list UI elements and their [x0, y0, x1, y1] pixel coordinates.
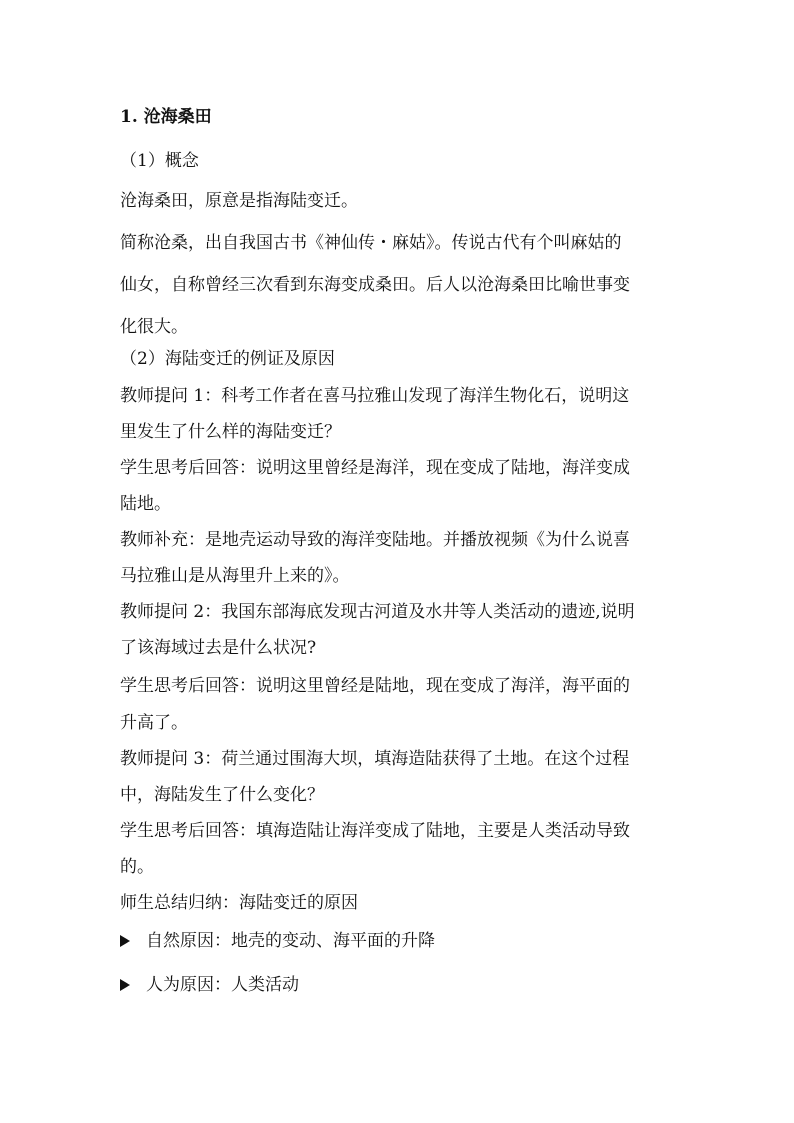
definition-line: 沧海桑田，原意是指海陆变迁。 [120, 191, 358, 211]
qa-line: 陆地。 [120, 494, 171, 514]
qa-line: 教师提问 2：我国东部海底发现古河道及水井等人类活动的遗迹,说明 [120, 602, 635, 622]
qa-line: 教师提问 1：科考工作者在喜马拉雅山发现了海洋生物化石，说明这 [120, 386, 630, 406]
qa-line: 的。 [120, 857, 154, 877]
qa-line: 学生思考后回答：说明这里曾经是陆地，现在变成了海洋，海平面的 [120, 676, 630, 696]
bullet-item-human [120, 974, 690, 996]
qa-line: 学生思考后回答：填海造陆让海洋变成了陆地，主要是人类活动导致 [120, 821, 630, 841]
qa-line: 升高了。 [120, 713, 188, 733]
story-line: 仙女，自称曾经三次看到东海变成桑田。后人以沧海桑田比喻世事变 [120, 275, 630, 295]
story-line: 简称沧桑，出自我国古书《神仙传・麻姑》。传说古代有个叫麻姑的 [120, 233, 622, 253]
qa-line: 学生思考后回答：说明这里曾经是海洋，现在变成了陆地，海洋变成 [120, 458, 630, 478]
story-line: 化很大。 [120, 317, 188, 337]
bullet-text: 自然原因：地壳的变动、海平面的升降 [146, 931, 435, 951]
arrow-bullet-icon [120, 974, 146, 996]
qa-line: 教师补充：是地壳运动导致的海洋变陆地。并播放视频《为什么说喜 [120, 530, 630, 550]
bullet-text: 人为原因：人类活动 [146, 975, 299, 995]
subsection-heading-concept: （1）概念 [120, 151, 199, 171]
arrow-bullet-icon [120, 930, 146, 952]
qa-line: 师生总结归纳：海陆变迁的原因 [120, 893, 358, 913]
qa-line: 教师提问 3：荷兰通过围海大坝，填海造陆获得了土地。在这个过程 [120, 749, 630, 769]
qa-line: 里发生了什么样的海陆变迁？ [120, 422, 341, 442]
section-title: 1. 沧海桑田 [120, 107, 212, 127]
bullet-item-natural [120, 930, 690, 952]
subsection-heading-examples: （2）海陆变迁的例证及原因 [120, 349, 335, 369]
qa-line: 马拉雅山是从海里升上来的》。 [120, 566, 350, 586]
qa-line: 中，海陆发生了什么变化？ [120, 785, 324, 805]
qa-line: 了该海域过去是什么状况? [120, 638, 317, 658]
